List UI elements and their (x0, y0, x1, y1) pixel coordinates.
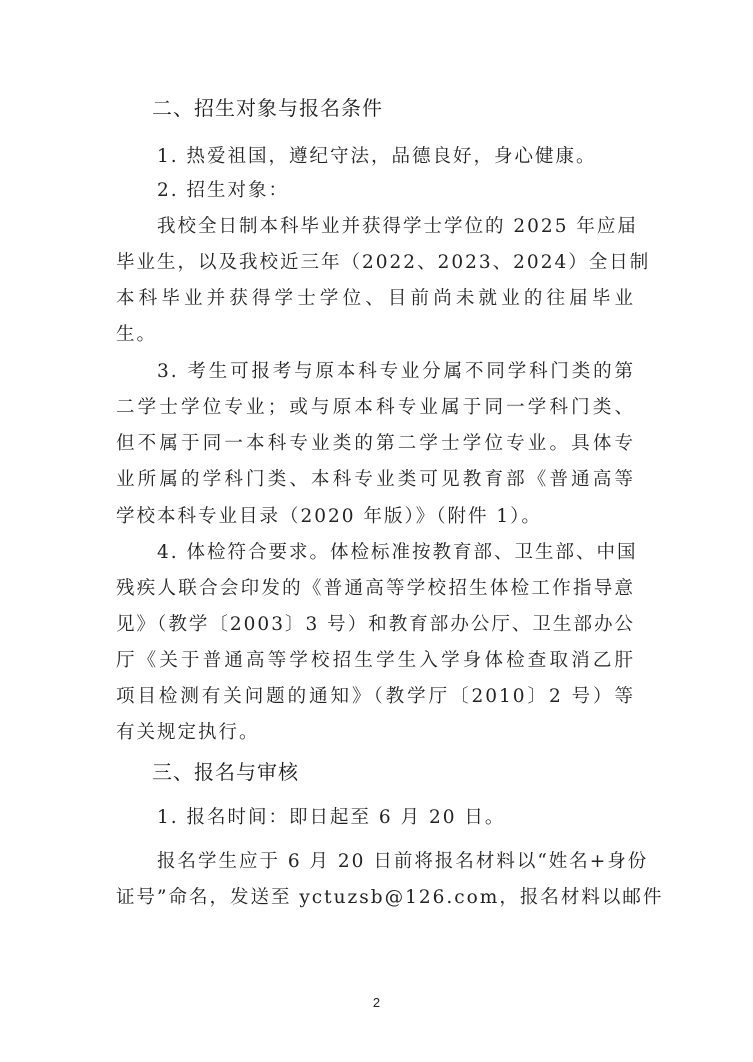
text-line: 报名学生应于 6 月 20 日前将报名材料以“姓名+身份 (157, 851, 649, 872)
text-line: 1. 热爱祖国，遵纪守法，品德良好，身心健康。 (157, 146, 597, 167)
text-line: 残疾人联合会印发的《普通高等学校招生体检工作指导意 (116, 578, 635, 599)
text-line: 见》（教学〔2003〕3 号）和教育部办公厅、卫生部办公 (116, 614, 635, 635)
text-line: 学校本科专业目录（2020 年版）》（附件 1）。 (116, 506, 542, 527)
text-line: 3. 考生可报考与原本科专业分属不同学科门类的第 (157, 361, 635, 382)
text-line: 生。 (116, 324, 158, 345)
text-line: 业所属的学科门类、本科专业类可见教育部《普通高等 (116, 469, 635, 490)
text-line: 证号”命名，发送至 yctuzsb@126.com，报名材料以邮件 (116, 887, 664, 908)
page-number: 2 (372, 995, 381, 1010)
text-line: 厅《关于普通高等学校招生学生入学身体检查取消乙肝 (116, 650, 635, 671)
text-line: 项目检测有关问题的通知》（教学厅〔2010〕2 号）等 (116, 686, 635, 707)
text-line: 二学士学位专业；或与原本科专业属于同一学科门类、 (116, 397, 635, 418)
text-line: 1. 报名时间：即日起至 6 月 20 日。 (157, 807, 506, 828)
text-line: 4. 体检符合要求。体检标准按教育部、卫生部、中国 (157, 542, 638, 563)
text-line: 本科毕业并获得学士学位、目前尚未就业的往届毕业 (116, 288, 635, 309)
text-line: 我校全日制本科毕业并获得学士学位的 2025 年应届 (157, 216, 638, 237)
text-line: 但不属于同一本科专业类的第二学士学位专业。具体专 (116, 433, 635, 454)
section-heading-2: 二、招生对象与报名条件 (152, 96, 383, 120)
text-line: 2. 招生对象： (157, 180, 290, 201)
section-heading-3: 三、报名与审核 (152, 760, 299, 784)
text-line: 毕业生，以及我校近三年（2022、2023、2024）全日制 (116, 252, 651, 273)
text-line: 有关规定执行。 (116, 722, 260, 743)
